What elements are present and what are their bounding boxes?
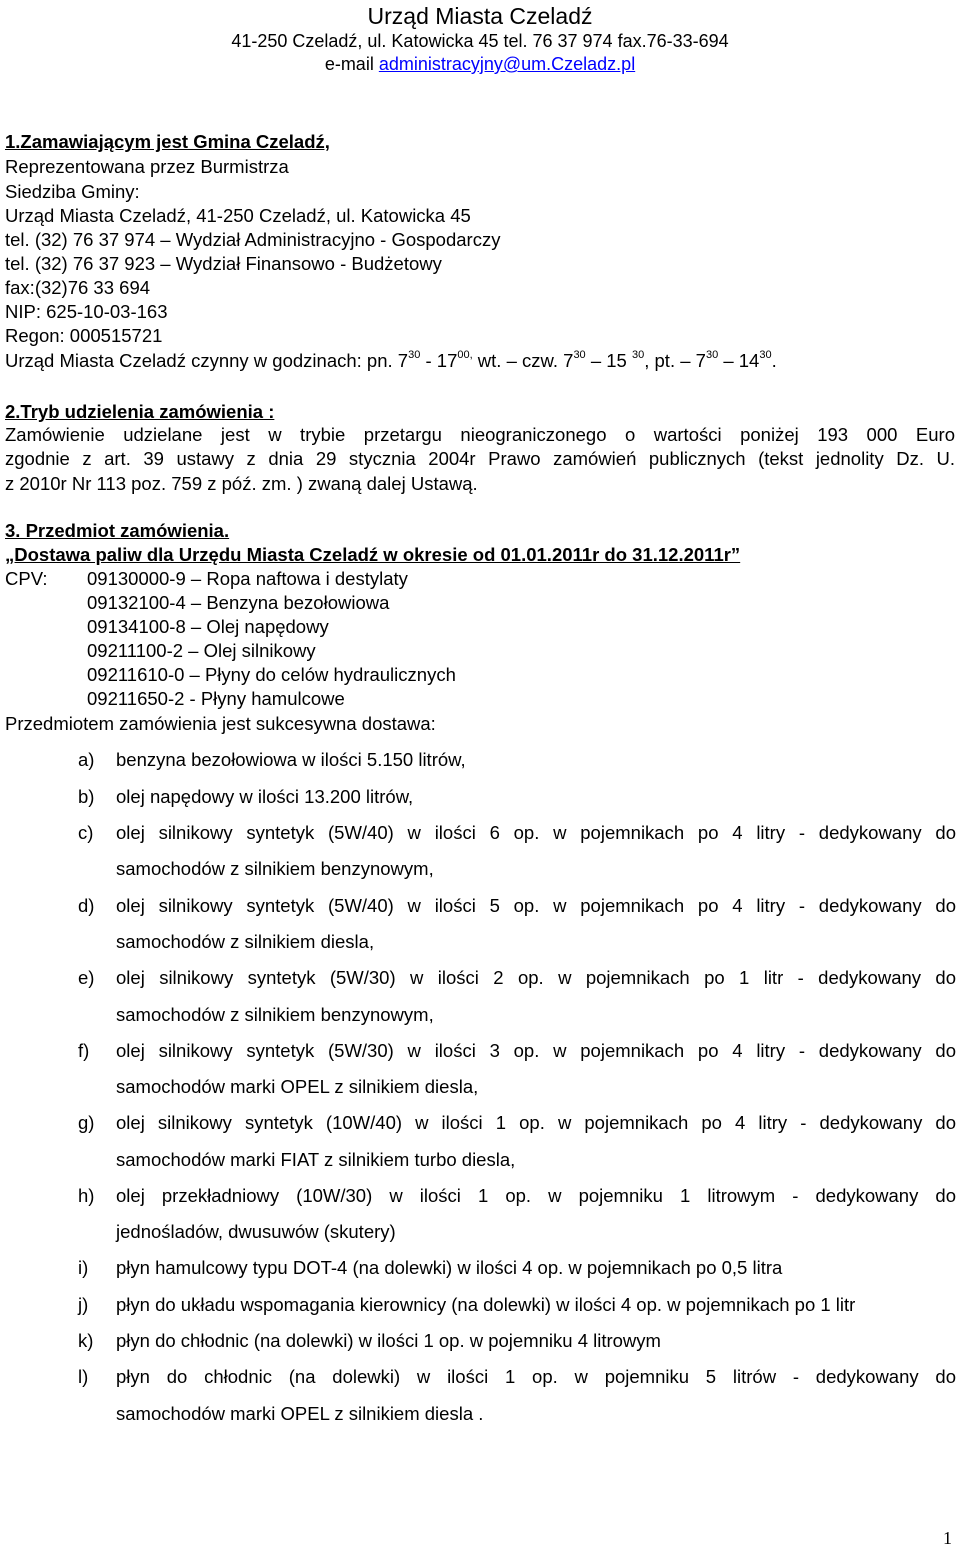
section2-line: Zamówienie udzielane jest w trybie przetargu nieograniczonego o wartości poniżej 193 000 Euro <box>5 424 955 445</box>
section3-heading: 3. Przedmiot zamówienia. <box>5 520 230 541</box>
item-text: olej silnikowy syntetyk (5W/40) w ilości 5 op. w pojemnikach po 4 litry - dedykowany do <box>116 895 956 916</box>
item-text-continued: samochodów z silnikiem benzynowym, <box>116 858 434 879</box>
cpv-label: CPV: <box>5 568 48 589</box>
item-text: olej napędowy w ilości 13.200 litrów, <box>116 786 414 807</box>
header-title: Urząd Miasta Czeladź <box>367 3 593 29</box>
section2-line: z 2010r Nr 113 poz. 759 z póź. zm. ) zwaną dalej Ustawą. <box>5 473 478 494</box>
item-text: olej silnikowy syntetyk (10W/40) w ilości 1 op. w pojemnikach po 4 litry - dedykowany do <box>116 1112 956 1133</box>
item-text: płyn hamulcowy typu DOT-4 (na dolewki) w ilości 4 op. w pojemnikach po 0,5 litra <box>116 1257 783 1278</box>
section1-line: NIP: 625-10-03-163 <box>5 301 168 322</box>
item-text-continued: samochodów z silnikiem benzynowym, <box>116 1004 434 1025</box>
item-letter: f) <box>78 1040 90 1061</box>
item-letter: b) <box>78 786 95 807</box>
item-text-continued: samochodów z silnikiem diesla, <box>116 931 375 952</box>
item-text: płyn do układu wspomagania kierownicy (na dolewki) w ilości 4 op. w pojemnikach po 1 litr <box>116 1294 856 1315</box>
item-text: olej silnikowy syntetyk (5W/40) w ilości 6 op. w pojemnikach po 4 litry - dedykowany do <box>116 822 956 843</box>
email-link[interactable]: administracyjny@um.Czeladz.pl <box>378 54 636 74</box>
item-text: olej przekładniowy (10W/30) w ilości 1 op. w pojemniku 1 litrowym - dedykowany do <box>116 1185 956 1206</box>
item-text-continued: samochodów marki FIAT z silnikiem turbo diesla, <box>116 1149 516 1170</box>
section1-line: tel. (32) 76 37 974 – Wydział Administracyjno - Gospodarczy <box>5 229 501 250</box>
item-text-continued: jednośladów, dwusuwów (skutery) <box>116 1221 396 1242</box>
item-text-continued: samochodów marki OPEL z silnikiem diesla, <box>116 1076 479 1097</box>
order-subject: „Dostawa paliw dla Urzędu Miasta Czeladź w okresie od 01.01.2011r do 31.12.2011r” <box>5 544 741 565</box>
header-email-line <box>0 53 960 75</box>
item-letter: h) <box>78 1185 95 1206</box>
section1-line: Regon: 000515721 <box>5 325 163 346</box>
item-text: olej silnikowy syntetyk (5W/30) w ilości 2 op. w pojemnikach po 1 litr - dedykowany do <box>116 967 956 988</box>
cpv-code: 09211100-2 – Olej silnikowy <box>87 640 316 661</box>
item-letter: l) <box>78 1366 89 1387</box>
item-letter: j) <box>78 1294 89 1315</box>
section1-heading: 1.Zamawiającym jest Gmina Czeladź, <box>5 131 330 152</box>
item-letter: c) <box>78 822 94 843</box>
item-letter: e) <box>78 967 95 988</box>
item-letter: g) <box>78 1112 95 1133</box>
cpv-code: 09211610-0 – Płyny do celów hydraulicznych <box>87 664 456 685</box>
section1-line: Siedziba Gminy: <box>5 181 140 202</box>
section1-line: tel. (32) 76 37 923 – Wydział Finansowo - Budżetowy <box>5 253 442 274</box>
item-text: płyn do chłodnic (na dolewki) w ilości 1 op. w pojemniku 5 litrów - dedykowany do <box>116 1366 956 1387</box>
office-hours: Urząd Miasta Czeladź czynny w godzinach: pn. $7^{30} - 17^{00,}$ wt. – czw. $7^{30} - 15$ $^{30}$, pt. – $7^{30} - 14^{30}$. <box>5 348 777 371</box>
cpv-code: 09130000-9 – Ropa naftowa i destylaty <box>87 568 408 589</box>
email-prefix: e-mail <box>324 54 379 74</box>
item-text-continued: samochodów marki OPEL z silnikiem diesla . <box>116 1403 484 1424</box>
item-letter: i) <box>78 1257 89 1278</box>
cpv-code: 09134100-8 – Olej napędowy <box>87 616 329 637</box>
section2-line: zgodnie z art. 39 ustawy z dnia 29 stycznia 2004r Prawo zamówień publicznych (tekst jednolity Dz. U. <box>5 448 955 469</box>
header-address: 41-250 Czeladź, ul. Katowicka 45 tel. 76 37 974 fax.76-33-694 <box>231 31 729 51</box>
section1-line: Reprezentowana przez Burmistrza <box>5 156 289 177</box>
item-text: płyn do chłodnic (na dolewki) w ilości 1 op. w pojemniku 4 litrowym <box>116 1330 661 1351</box>
order-intro: Przedmiotem zamówienia jest sukcesywna dostawa: <box>5 713 436 734</box>
page-number: 1 <box>943 1528 952 1548</box>
section1-line: fax:(32)76 33 694 <box>5 277 151 298</box>
item-letter: k) <box>78 1330 94 1351</box>
cpv-code: 09211650-2 - Płyny hamulcowe <box>87 688 345 709</box>
item-text: benzyna bezołowiowa w ilości 5.150 litrów, <box>116 749 466 770</box>
section2-heading: 2.Tryb udzielenia zamówienia : <box>5 401 275 422</box>
section1-line: Urząd Miasta Czeladź, 41-250 Czeladź, ul. Katowicka 45 <box>5 205 471 226</box>
item-letter: d) <box>78 895 95 916</box>
item-text: olej silnikowy syntetyk (5W/30) w ilości 3 op. w pojemnikach po 4 litry - dedykowany do <box>116 1040 956 1061</box>
item-letter: a) <box>78 749 95 770</box>
cpv-code: 09132100-4 – Benzyna bezołowiowa <box>87 592 390 613</box>
